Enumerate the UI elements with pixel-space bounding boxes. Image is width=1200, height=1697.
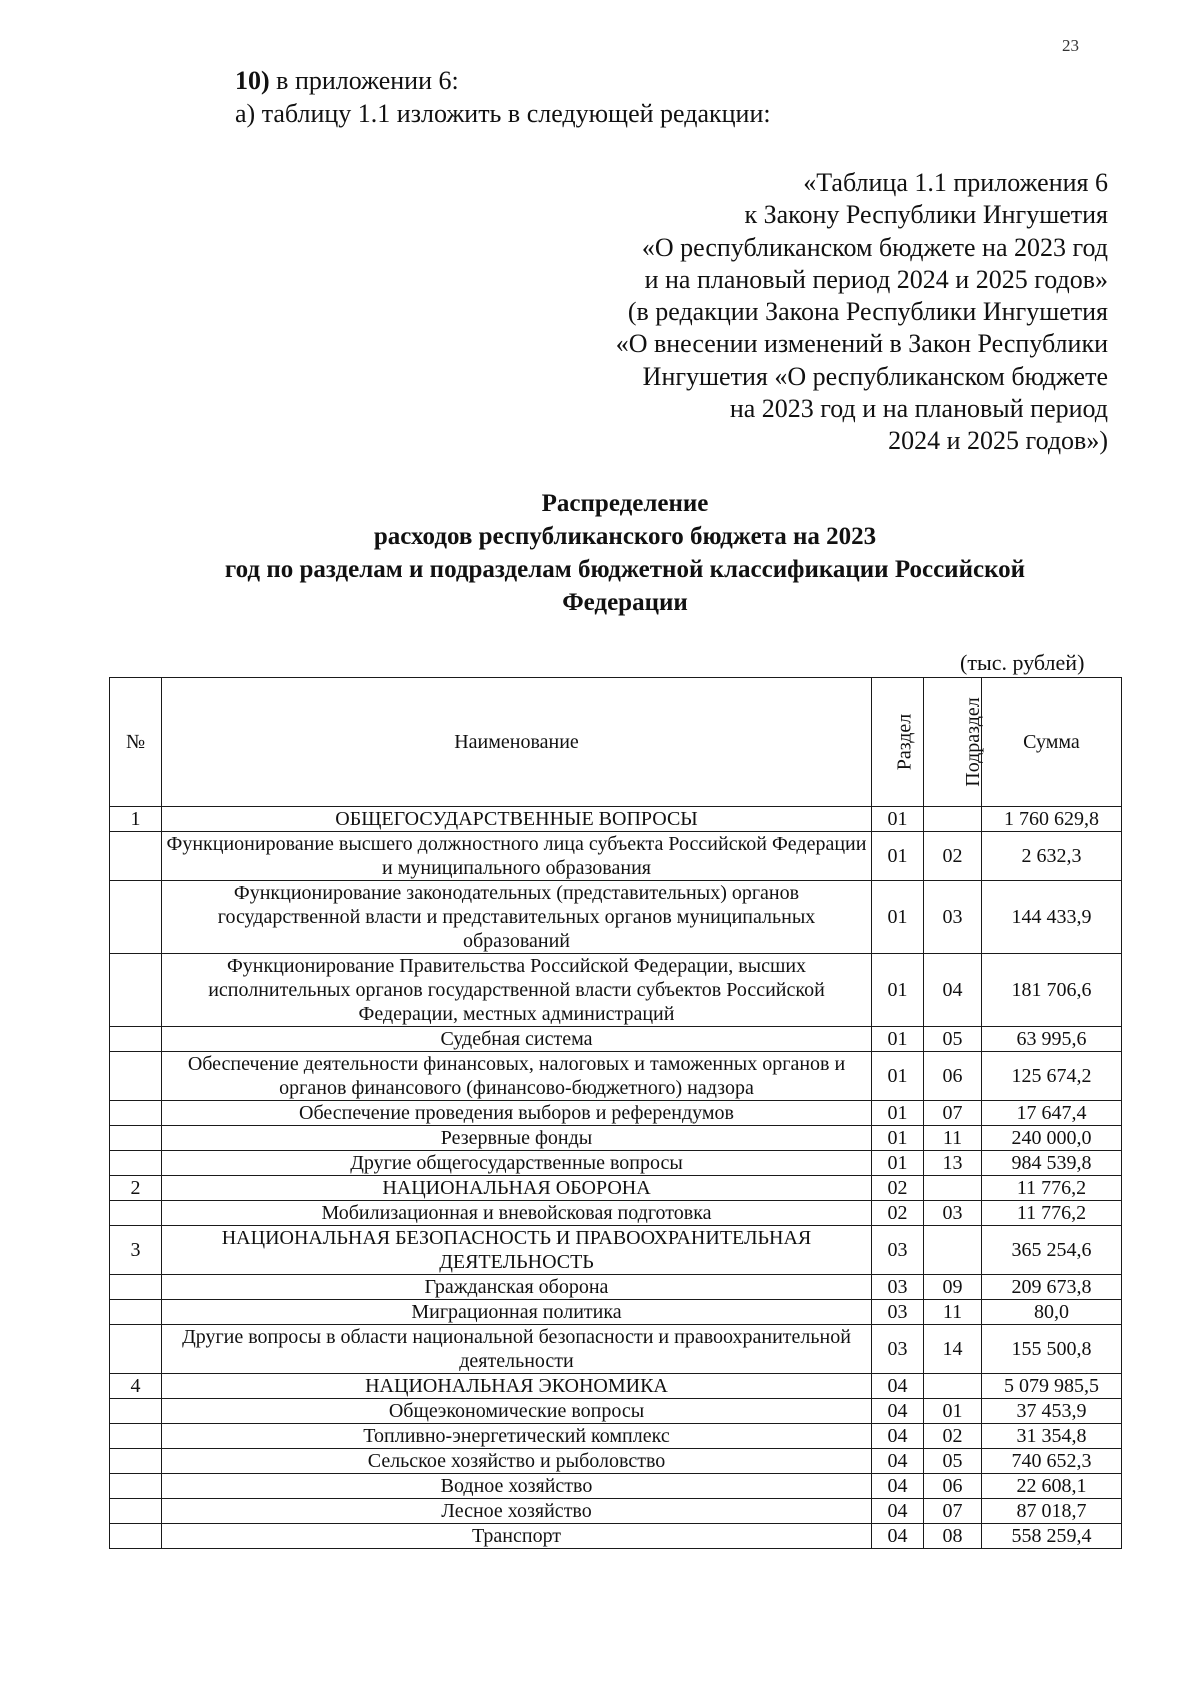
reference-line: 2024 и 2025 годов») <box>888 426 1108 456</box>
row-number: 4 <box>110 1374 162 1399</box>
row-section: 04 <box>872 1399 924 1424</box>
table-row <box>110 1275 1122 1300</box>
row-subsection <box>924 1374 982 1399</box>
table-row <box>110 881 1122 954</box>
row-subsection: 01 <box>924 1399 982 1424</box>
amendment-intro <box>235 64 771 130</box>
row-sum: 17 647,4 <box>982 1101 1122 1126</box>
table-row <box>110 832 1122 881</box>
table-row <box>110 1201 1122 1226</box>
row-number <box>110 1524 162 1549</box>
reference-line: «О республиканском бюджете на 2023 год <box>641 232 1108 262</box>
row-sum: 984 539,8 <box>982 1151 1122 1176</box>
row-sum: 558 259,4 <box>982 1524 1122 1549</box>
row-section: 01 <box>872 1052 924 1101</box>
row-name: Резервные фонды <box>162 1126 872 1151</box>
row-sum: 80,0 <box>982 1300 1122 1325</box>
row-section: 01 <box>872 1027 924 1052</box>
row-sum: 240 000,0 <box>982 1126 1122 1151</box>
row-number <box>110 1424 162 1449</box>
row-subsection: 05 <box>924 1449 982 1474</box>
row-subsection: 04 <box>924 954 982 1027</box>
row-name: Гражданская оборона <box>162 1275 872 1300</box>
row-section: 01 <box>872 1126 924 1151</box>
row-name: Функционирование законодательных (представительных) органов государственной власти и представительных органов муниципальных образований <box>162 881 872 954</box>
row-section: 04 <box>872 1449 924 1474</box>
row-number <box>110 1499 162 1524</box>
row-section: 03 <box>872 1275 924 1300</box>
header-name: Наименование <box>162 678 872 807</box>
title-line: Федерации <box>562 589 688 616</box>
table-row <box>110 1524 1122 1549</box>
row-name: Функционирование Правительства Российской Федерации, высших исполнительных органов государственной власти субъектов Российской Федерации, местных администраций <box>162 954 872 1027</box>
table-row <box>110 1151 1122 1176</box>
header-section-label: Раздел <box>893 713 916 771</box>
row-number <box>110 1052 162 1101</box>
row-number <box>110 1325 162 1374</box>
document-title <box>150 487 1100 619</box>
row-subsection: 13 <box>924 1151 982 1176</box>
row-subsection: 06 <box>924 1052 982 1101</box>
reference-line: и на плановый период 2024 и 2025 годов» <box>644 264 1108 294</box>
row-section: 02 <box>872 1176 924 1201</box>
table-row <box>110 1325 1122 1374</box>
row-sum: 1 760 629,8 <box>982 807 1122 832</box>
table-row <box>110 1176 1122 1201</box>
row-subsection: 02 <box>924 1424 982 1449</box>
row-section: 04 <box>872 1499 924 1524</box>
row-section: 04 <box>872 1474 924 1499</box>
row-section: 01 <box>872 832 924 881</box>
row-sum: 63 995,6 <box>982 1027 1122 1052</box>
row-name: ОБЩЕГОСУДАРСТВЕННЫЕ ВОПРОСЫ <box>162 807 872 832</box>
row-subsection: 03 <box>924 881 982 954</box>
reference-line: к Закону Республики Ингушетия <box>744 200 1108 230</box>
table-row <box>110 1052 1122 1101</box>
row-section: 03 <box>872 1325 924 1374</box>
table-row <box>110 1499 1122 1524</box>
budget-table <box>109 677 1122 1549</box>
row-name: Общеэкономические вопросы <box>162 1399 872 1424</box>
row-sum: 740 652,3 <box>982 1449 1122 1474</box>
row-sum: 11 776,2 <box>982 1201 1122 1226</box>
table-row <box>110 1474 1122 1499</box>
amendment-item <box>235 64 771 97</box>
table-row <box>110 1424 1122 1449</box>
row-sum: 11 776,2 <box>982 1176 1122 1201</box>
row-subsection: 09 <box>924 1275 982 1300</box>
row-name: Мобилизационная и вневойсковая подготовка <box>162 1201 872 1226</box>
row-name: НАЦИОНАЛЬНАЯ ОБОРОНА <box>162 1176 872 1201</box>
row-number <box>110 832 162 881</box>
row-number <box>110 1474 162 1499</box>
row-name: Транспорт <box>162 1524 872 1549</box>
reference-line: (в редакции Закона Республики Ингушетия <box>627 297 1108 327</box>
row-name: Лесное хозяйство <box>162 1499 872 1524</box>
row-section: 01 <box>872 807 924 832</box>
row-subsection <box>924 1226 982 1275</box>
row-section: 04 <box>872 1424 924 1449</box>
table-row <box>110 1027 1122 1052</box>
row-section: 01 <box>872 954 924 1027</box>
row-subsection: 07 <box>924 1101 982 1126</box>
row-name: НАЦИОНАЛЬНАЯ ЭКОНОМИКА <box>162 1374 872 1399</box>
row-subsection: 05 <box>924 1027 982 1052</box>
row-name: Обеспечение проведения выборов и референдумов <box>162 1101 872 1126</box>
table-row <box>110 807 1122 832</box>
row-subsection: 08 <box>924 1524 982 1549</box>
row-sum: 31 354,8 <box>982 1424 1122 1449</box>
row-number: 1 <box>110 807 162 832</box>
row-sum: 2 632,3 <box>982 832 1122 881</box>
row-section: 04 <box>872 1374 924 1399</box>
row-section: 01 <box>872 1101 924 1126</box>
row-subsection: 14 <box>924 1325 982 1374</box>
table-row <box>110 1300 1122 1325</box>
row-sum: 144 433,9 <box>982 881 1122 954</box>
header-subsection <box>924 678 982 807</box>
header-section <box>872 678 924 807</box>
reference-line: Ингушетия «О республиканском бюджете <box>642 361 1108 391</box>
row-name: Другие общегосударственные вопросы <box>162 1151 872 1176</box>
table-reference-block <box>508 167 1108 458</box>
row-sum: 181 706,6 <box>982 954 1122 1027</box>
row-name: Водное хозяйство <box>162 1474 872 1499</box>
item-number: 10) <box>235 66 270 95</box>
row-name: Другие вопросы в области национальной безопасности и правоохранительной деятельности <box>162 1325 872 1374</box>
page-number: 23 <box>1062 36 1079 55</box>
row-number <box>110 1399 162 1424</box>
reference-line: «Таблица 1.1 приложения 6 <box>803 168 1108 197</box>
reference-line: «О внесении изменений в Закон Республики <box>615 329 1108 359</box>
row-sum: 37 453,9 <box>982 1399 1122 1424</box>
table-row <box>110 1226 1122 1275</box>
row-sum: 365 254,6 <box>982 1226 1122 1275</box>
row-name: Сельское хозяйство и рыболовство <box>162 1449 872 1474</box>
table-header-row <box>110 678 1122 807</box>
row-number <box>110 1449 162 1474</box>
row-sum: 155 500,8 <box>982 1325 1122 1374</box>
row-section: 03 <box>872 1300 924 1325</box>
row-number <box>110 954 162 1027</box>
row-section: 04 <box>872 1524 924 1549</box>
row-number: 2 <box>110 1176 162 1201</box>
row-subsection: 06 <box>924 1474 982 1499</box>
units-label: (тыс. рублей) <box>960 650 1085 675</box>
item-text: в приложении 6: <box>269 66 459 95</box>
row-section: 02 <box>872 1201 924 1226</box>
header-sum: Сумма <box>982 678 1122 807</box>
row-name: Обеспечение деятельности финансовых, налоговых и таможенных органов и органов финансового (финансово-бюджетного) надзора <box>162 1052 872 1101</box>
title-line: год по разделам и подразделам бюджетной классификации Российской <box>224 556 1026 583</box>
table-row <box>110 954 1122 1027</box>
table-row <box>110 1449 1122 1474</box>
row-section: 01 <box>872 1151 924 1176</box>
row-subsection <box>924 1176 982 1201</box>
row-subsection: 02 <box>924 832 982 881</box>
header-subsection-label: Подраздел <box>961 697 984 787</box>
row-section: 03 <box>872 1226 924 1275</box>
title-line: Распределение <box>541 490 709 517</box>
row-subsection: 11 <box>924 1126 982 1151</box>
row-subsection <box>924 807 982 832</box>
row-number <box>110 1126 162 1151</box>
row-subsection: 11 <box>924 1300 982 1325</box>
row-number <box>110 1300 162 1325</box>
row-sum: 22 608,1 <box>982 1474 1122 1499</box>
row-number <box>110 1201 162 1226</box>
row-section: 01 <box>872 881 924 954</box>
row-name: Судебная система <box>162 1027 872 1052</box>
row-subsection: 07 <box>924 1499 982 1524</box>
row-sum: 5 079 985,5 <box>982 1374 1122 1399</box>
row-number <box>110 1101 162 1126</box>
row-subsection: 03 <box>924 1201 982 1226</box>
row-number <box>110 1027 162 1052</box>
row-sum: 209 673,8 <box>982 1275 1122 1300</box>
row-name: Миграционная политика <box>162 1300 872 1325</box>
table-row <box>110 1101 1122 1126</box>
row-number <box>110 881 162 954</box>
table-row <box>110 1399 1122 1424</box>
table-row <box>110 1126 1122 1151</box>
row-number: 3 <box>110 1226 162 1275</box>
amendment-subitem: а) таблицу 1.1 изложить в следующей редакции: <box>235 99 771 128</box>
reference-line: на 2023 год и на плановый период <box>729 394 1108 424</box>
table-row <box>110 1374 1122 1399</box>
row-sum: 87 018,7 <box>982 1499 1122 1524</box>
row-number <box>110 1151 162 1176</box>
row-sum: 125 674,2 <box>982 1052 1122 1101</box>
row-name: НАЦИОНАЛЬНАЯ БЕЗОПАСНОСТЬ И ПРАВООХРАНИТЕЛЬНАЯ ДЕЯТЕЛЬНОСТЬ <box>162 1226 872 1275</box>
header-num: № <box>110 678 162 807</box>
row-number <box>110 1275 162 1300</box>
row-name: Функционирование высшего должностного лица субъекта Российской Федерации и муниципального образования <box>162 832 872 881</box>
row-name: Топливно-энергетический комплекс <box>162 1424 872 1449</box>
title-line: расходов республиканского бюджета на 2023 <box>373 523 877 550</box>
